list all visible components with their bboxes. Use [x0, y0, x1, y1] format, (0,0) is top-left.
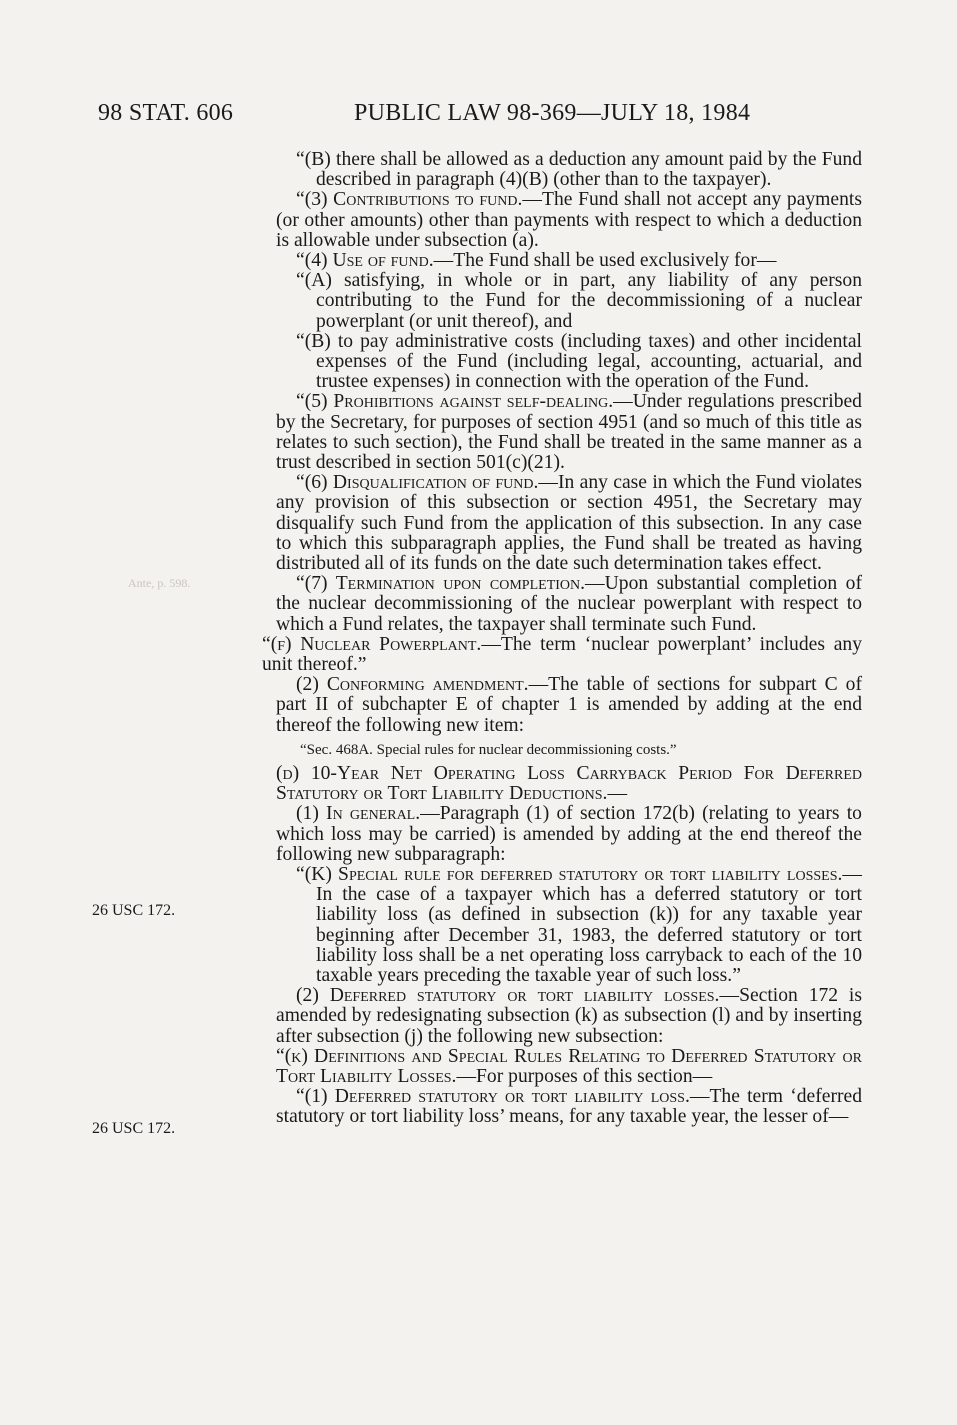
paragraph-5: “(5) Prohibitions against self-dealing.—Under regulations prescribed by the Secretary, for purposes of section 4951 (and so much of this title as relates to such section), the Fund shall be treated in the same manner as a trust described in section 501(c)(21).: [276, 391, 862, 474]
paragraph-6: “(6) Disqualification of fund.—In any case in which the Fund violates any provision of this subsection or section 4951, the Secretary may disqualify such Fund from the application of this subsection. In any case to which this subparagraph applies, the Fund shall be treated as having distributed all of its funds on the date such determination takes effect.: [276, 472, 862, 575]
heading-definitions: “(k) Definitions and Special Rules Relating to Deferred Statutory or Tort Liability Losses.: [276, 1045, 862, 1087]
heading-deferred-losses: (2) Deferred statutory or tort liability losses.: [296, 985, 720, 1007]
heading-conforming: (2) Conforming amendment.: [296, 674, 529, 696]
paragraph-b: “(B) there shall be allowed as a deduction any amount paid by the Fund described in paragraph (4)(B) (other than to the taxpayer).: [296, 149, 862, 191]
table-of-sections-item: “Sec. 468A. Special rules for nuclear decommissioning costs.”: [300, 741, 677, 758]
heading-10-year-carryback: (d) 10-Year Net Operating Loss Carryback Period For Deferred Statutory or Tort Liability Deductions.: [276, 762, 862, 805]
page-title: PUBLIC LAW 98-369—JULY 18, 1984: [354, 100, 751, 126]
page-reference: 98 STAT. 606: [98, 100, 234, 126]
paragraph-k1: “(1) Deferred statutory or tort liability loss.—The term ‘deferred statutory or tort liability loss’ means, for any taxable year, the lesser of—: [276, 1086, 862, 1128]
paragraph-3: “(3) Contributions to fund.—The Fund shall not accept any payments (or other amounts) other than payments with respect to which a deduction is allowable under subsection (a).: [276, 189, 862, 251]
margin-note-usc-1: 26 USC 172.: [92, 902, 176, 919]
heading-self-dealing: “(5) Prohibitions against self-dealing.: [296, 391, 614, 413]
paragraph-4b: “(B) to pay administrative costs (including taxes) and other incidental expenses of the Fund (including legal, accounting, actuarial, and trustee expenses) in connection with the operation of the Fund.: [296, 330, 862, 393]
heading-contributions: “(3) Contributions to fund.: [296, 189, 523, 211]
paragraph-f: “(f) Nuclear Powerplant.—The term ‘nuclear powerplant’ includes any unit thereof.”: [262, 633, 862, 676]
paragraph-d1: (1) In general.—Paragraph (1) of section 172(b) (relating to years to which loss may be carried) is amended by adding at the end thereof the following new subparagraph:: [276, 803, 862, 865]
paragraph-k: “(k) Definitions and Special Rules Relating to Deferred Statutory or Tort Liability Losses.—For purposes of this section—: [276, 1045, 862, 1087]
heading-use-of-fund: “(4) Use of fund.: [296, 250, 434, 272]
heading-special-rule: “(K) Special rule for deferred statutory or tort liability losses.: [296, 863, 843, 885]
heading-deferred-loss-definition: “(1) Deferred statutory or tort liability loss.: [296, 1086, 690, 1108]
paragraph-d: (d) 10-Year Net Operating Loss Carryback Period For Deferred Statutory or Tort Liability Deductions.—: [276, 762, 862, 805]
paragraph-4a: “(A) satisfying, in whole or in part, any liability of any person contributing to the Fund for the decommissioning of a nuclear powerplant (or unit thereof), and: [296, 270, 862, 332]
document-body: [262, 149, 863, 1128]
heading-nuclear-powerplant: “(f) Nuclear Powerplant.: [262, 633, 482, 655]
paragraph-4: “(4) Use of fund.—The Fund shall be used exclusively for—: [296, 250, 777, 272]
paragraph-d2: (2) Deferred statutory or tort liability losses.—Section 172 is amended by redesignating subsection (k) as subsection (l) and by inserting after subsection (j) the following new subsection:: [276, 985, 863, 1047]
heading-in-general: (1) In general.: [296, 803, 421, 825]
paragraph-7: “(7) Termination upon completion.—Upon substantial completion of the nuclear decommissioning of the nuclear powerplant with respect to which a Fund relates, the taxpayer shall terminate such Fund.: [276, 573, 862, 635]
paragraph-k-subparagraph: “(K) Special rule for deferred statutory or tort liability losses.—In the case of a taxpayer which has a deferred statutory or tort liability loss (as defined in subsection (k)) for any taxable year beginning after December 31, 1983, the deferred statutory or tort liability loss shall be a net operating loss carryback to each of the 10 taxable years preceding the taxable year of such loss.”: [296, 863, 862, 986]
margin-note-ghost: Ante, p. 598.: [128, 576, 191, 590]
heading-disqualification: “(6) Disqualification of fund.: [296, 472, 539, 494]
heading-termination: “(7) Termination upon completion.: [296, 573, 586, 595]
paragraph-conforming: (2) Conforming amendment.—The table of sections for subpart C of part II of subchapter E of chapter 1 is amended by adding at the end thereof the following new item:: [276, 674, 862, 736]
margin-note-usc-2: 26 USC 172.: [92, 1120, 176, 1137]
